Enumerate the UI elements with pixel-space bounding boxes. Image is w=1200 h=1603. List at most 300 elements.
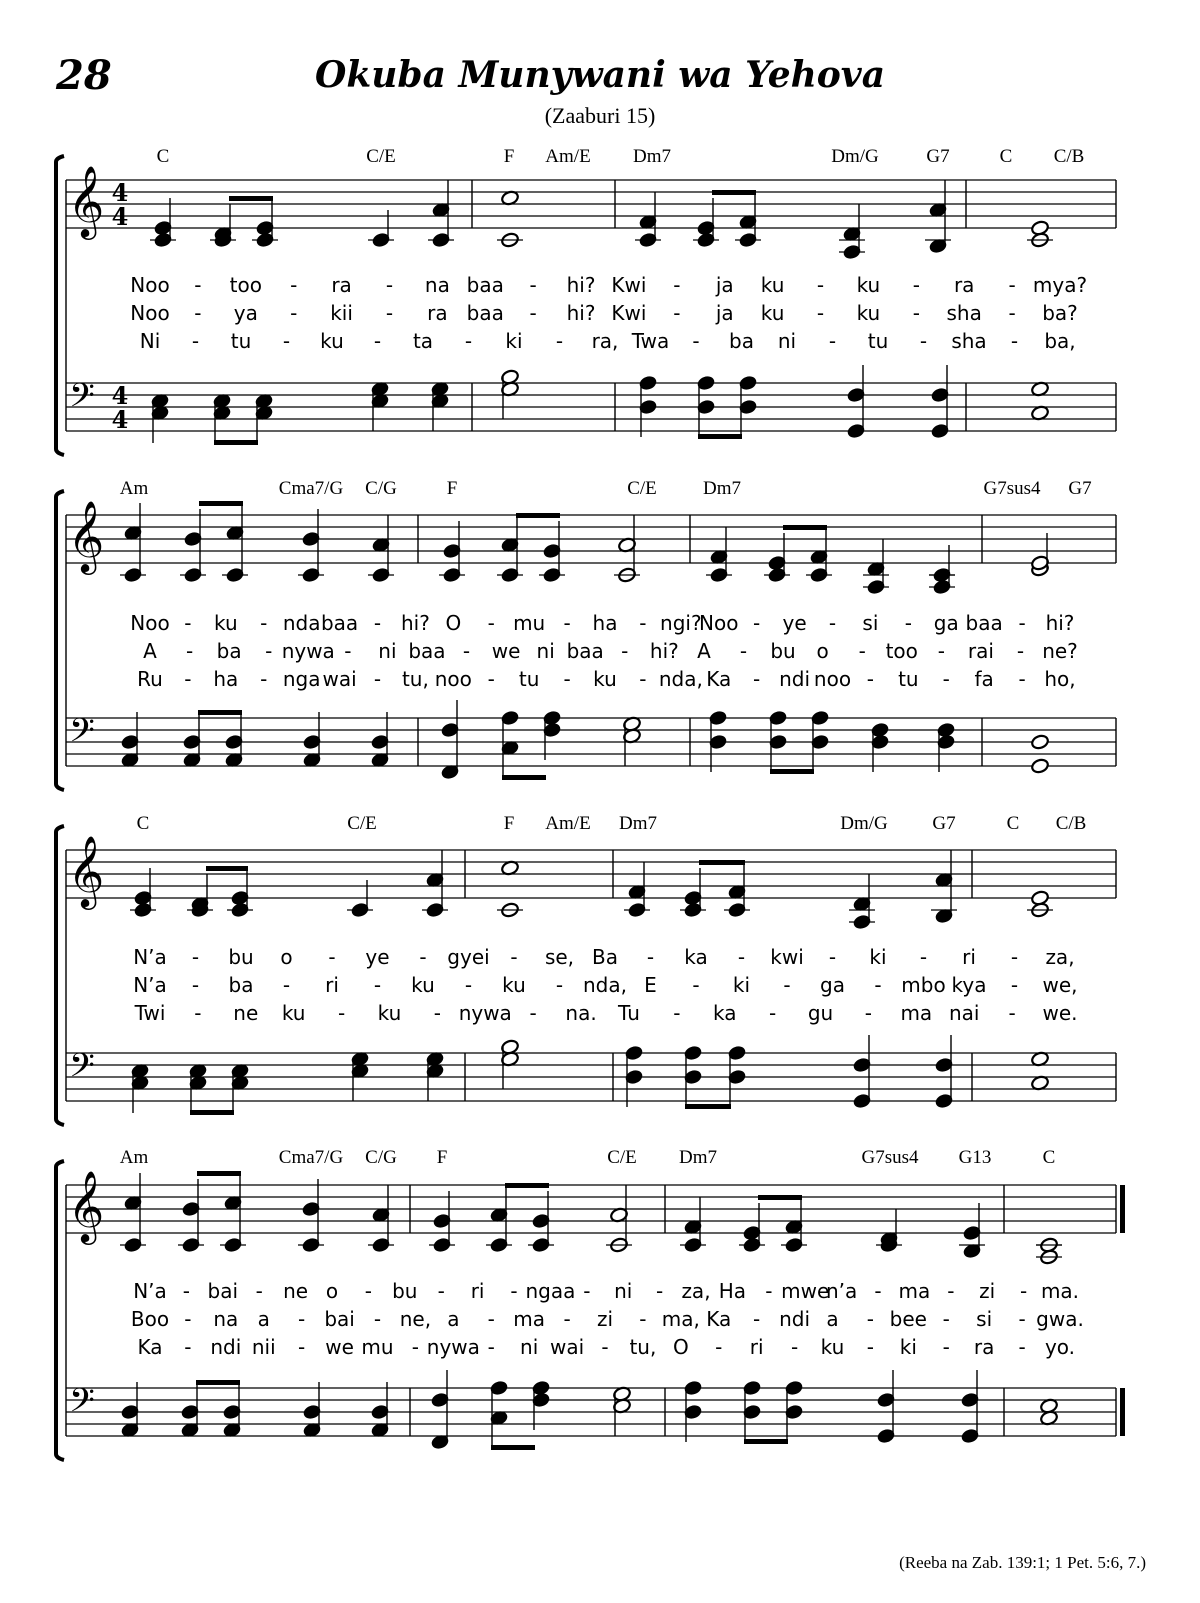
lyric-syllable: ku [760,301,785,325]
lyric-syllable: mwe [781,1279,830,1303]
lyric-hyphen: - [194,273,202,297]
beam [712,190,756,195]
bass-staff [66,718,1116,766]
lyric-syllable: a [257,1307,270,1331]
treble-note [876,1209,902,1253]
lyric-hyphen: - [601,1335,609,1359]
bass-note [182,712,201,768]
treble-clef-icon: 𝄞 [67,1169,105,1242]
treble-note [539,521,565,583]
chord-symbol: Dm/G [831,146,879,167]
lyric-hyphen: - [487,1335,495,1359]
lyric-syllable: rai [967,639,994,663]
lyric-syllable: ne [283,1279,309,1303]
bass-note [302,1382,321,1438]
treble-note [724,862,750,918]
lyric-hyphen: - [487,667,495,691]
lyric-hyphen: - [510,1279,518,1303]
lyric-syllable: bai [324,1307,355,1331]
treble-note [806,527,832,583]
chord-symbol: C [1042,1147,1056,1168]
lyric-syllable: ri [749,1335,764,1359]
lyric-syllable: ku [377,1001,402,1025]
lyric-hyphen: - [864,1001,873,1025]
lyric-hyphen: - [373,611,382,635]
lyric-hyphen: - [828,945,837,969]
bass-note [876,1370,895,1444]
chord-symbol: Am [119,478,149,499]
lyric-syllable: mu [513,611,546,635]
lyric-hyphen: - [529,273,537,297]
treble-note [680,1197,706,1253]
treble-note [739,1203,765,1253]
lyric-syllable: hi? [400,611,430,635]
beam [190,1110,234,1115]
treble-note [150,198,176,248]
lyric-hyphen: - [373,329,382,353]
beam [206,866,248,871]
lyric-hyphen: - [555,329,564,353]
lyric-hyphen: - [290,273,298,297]
time-signature-top: 4 [111,381,129,410]
lyric-syllable: ki [869,945,887,969]
lyric-hyphen: - [373,667,382,691]
time-signature-bottom: 4 [111,405,129,434]
lyric-hyphen: - [790,1335,799,1359]
lyric-hyphen: - [487,611,495,635]
treble-note [1027,890,1053,918]
chord-symbol: C/E [607,1147,637,1168]
lyric-hyphen: - [1018,667,1026,691]
lyric-syllable: ye [782,611,807,635]
bass-note [212,393,231,443]
lyric-syllable: kya [951,973,987,997]
treble-note [486,1185,512,1253]
lyric-syllable: ku [411,973,435,997]
lyric-syllable: bu [228,945,254,969]
chord-symbol: C/B [1053,146,1085,167]
lyric-hyphen: - [765,1279,773,1303]
lyric-syllable: we. [1042,1001,1078,1025]
lyric-syllable: nai [948,1001,980,1025]
lyric-syllable: za, [681,1279,711,1303]
lyric-syllable: ne? [1042,639,1078,663]
lyric-syllable: baa [408,639,446,663]
lyric-syllable: N’a [133,1279,167,1303]
treble-staff [66,180,1116,228]
lyric-hyphen: - [385,273,394,297]
lyric-syllable: ra [427,301,448,325]
lyric-hyphen: - [942,1335,950,1359]
treble-note [210,204,236,248]
treble-note [298,509,324,583]
lyric-hyphen: - [337,1001,346,1025]
treble-note [606,1185,632,1253]
lyric-hyphen: - [411,1335,420,1359]
chord-symbol: C/G [365,1147,397,1168]
notehead [1030,758,1049,774]
lyric-hyphen: - [866,1307,875,1331]
lyric-syllable: ha [592,611,618,635]
treble-note [227,868,253,918]
beam [214,440,258,445]
treble-note [925,180,951,254]
lyric-syllable: mu [361,1335,394,1359]
lyric-hyphen: - [298,1335,306,1359]
lyric-hyphen: - [866,1335,875,1359]
lyric-hyphen: - [639,611,647,635]
lyric-syllable: Ni [139,329,161,353]
lyric-syllable: o [280,945,293,969]
bass-note [489,1380,508,1448]
lyric-syllable: ndi [210,1335,242,1359]
lyric-syllable: ba [729,329,754,353]
treble-note [959,1203,985,1259]
beam [744,1439,788,1444]
chord-symbol: G7 [926,146,950,167]
lyric-syllable: Noo [130,611,170,635]
bass-note [784,1380,803,1442]
bass-note [531,1380,550,1430]
lyric-syllable: ku [502,973,526,997]
lyric-hyphen: - [912,273,920,297]
bass-note [180,1382,199,1438]
lyric-syllable: o [325,1279,339,1303]
lyric-syllable: si [862,611,879,635]
lyric-syllable: tu [898,667,919,691]
beam [198,710,242,715]
lyric-hyphen: - [464,973,473,997]
lyric-hyphen: - [437,1279,445,1303]
lyric-syllable: ya [233,301,258,325]
chord-symbol: C/B [1055,813,1087,834]
lyric-hyphen: - [919,945,928,969]
lyric-syllable: Noo [699,611,739,635]
lyric-syllable: o [816,639,829,663]
final-barline [1120,1388,1125,1436]
system-bracket [56,156,64,455]
bass-note [934,1035,953,1109]
lyric-hyphen: - [904,611,912,635]
lyric-syllable: tu, [629,1335,657,1359]
system-bracket [56,826,64,1125]
bass-note [370,381,389,431]
bass-note [960,1370,979,1444]
treble-note [614,515,640,583]
lyric-hyphen: - [184,667,192,691]
lyric-hyphen: - [194,301,202,325]
lyric-syllable: yo. [1044,1335,1076,1359]
lyric-syllable: ba [216,639,242,663]
bass-note [500,710,519,778]
lyric-hyphen: - [529,1001,537,1025]
lyric-hyphen: - [1018,611,1026,635]
beam [491,1445,535,1450]
lyric-hyphen: - [942,667,950,691]
treble-note [180,509,206,583]
chord-symbol: F [503,813,515,834]
treble-clef-icon: 𝄞 [67,499,105,572]
lyric-syllable: nywa [458,1001,512,1025]
lyric-hyphen: - [639,667,647,691]
time-signature-bottom: 4 [111,202,129,231]
chord-symbol: C [136,813,150,834]
treble-note [863,539,889,595]
bass-note [370,1382,389,1438]
lyric-syllable: se, [544,945,575,969]
treble-note [528,1191,554,1253]
bass-note [500,369,519,419]
lyric-hyphen: - [364,1279,373,1303]
lyric-syllable: Ka [137,1335,163,1359]
beam [783,525,827,530]
lyric-hyphen: - [510,945,518,969]
treble-staff [66,515,1116,563]
lyric-hyphen: - [191,329,200,353]
lyric-syllable: tu [230,329,252,353]
lyric-syllable: ri [325,973,339,997]
chord-symbol: C [999,146,1013,167]
chord-symbol: Dm7 [633,146,671,167]
lyric-hyphen: - [1008,1001,1016,1025]
lyric-hyphen: - [816,301,825,325]
lyric-syllable: we [325,1335,354,1359]
lyric-syllable: ra [973,1335,995,1359]
lyric-syllable: ndi [779,1307,811,1331]
lyric-syllable: na. [565,1001,597,1025]
lyric-hyphen: - [673,1001,681,1025]
lyric-syllable: ka [684,945,708,969]
treble-note [422,850,448,918]
lyric-syllable: mya? [1032,273,1088,297]
lyric-syllable: bai [207,1279,239,1303]
lyric-syllable: wai [549,1335,585,1359]
lyric-syllable: hi? [649,639,679,663]
lyric-hyphen: - [191,945,200,969]
lyric-syllable: ku [281,1001,306,1025]
bass-note [150,393,169,443]
lyric-syllable: ma, [661,1307,700,1331]
treble-note [693,198,719,248]
bass-note [936,722,955,772]
lyric-syllable: baa [466,301,504,325]
lyric-syllable: ba [228,973,254,997]
treble-note [298,1179,324,1253]
lyric-syllable: ma. [1040,1279,1080,1303]
system-bracket [56,1161,64,1460]
lyric-syllable: noo [434,667,472,691]
treble-note [735,192,761,248]
chord-symbol: C/E [627,478,657,499]
lyric-hyphen: - [265,639,273,663]
bass-note [120,712,139,768]
bass-clef-icon: 𝄢 [69,1382,95,1428]
lyric-syllable: baa [965,611,1003,635]
lyric-syllable: bee [889,1307,927,1331]
lyric-syllable: ba? [1042,301,1078,325]
lyric-hyphen: - [912,301,920,325]
lyric-syllable: A [697,639,711,663]
lyric-hyphen: - [184,611,192,635]
lyric-hyphen: - [866,667,875,691]
bass-note [188,1063,207,1113]
chord-symbol: Am [119,1147,149,1168]
song-subtitle: (Zaaburi 15) [544,103,656,128]
lyric-hyphen: - [937,639,945,663]
lyric-syllable: ra, [591,329,619,353]
lyric-hyphen: - [290,301,298,325]
lyric-hyphen: - [282,329,291,353]
bass-note [430,381,449,431]
beam [699,860,745,865]
bass-clef-icon: 𝄢 [69,712,95,758]
chord-symbol: Dm7 [679,1147,717,1168]
lyric-hyphen: - [563,1307,571,1331]
lyric-hyphen: - [737,945,746,969]
treble-staff [66,1185,1116,1233]
lyric-hyphen: - [621,639,629,663]
lyric-hyphen: - [715,1335,723,1359]
lyric-hyphen: - [919,329,928,353]
lyric-syllable: ku [820,1335,845,1359]
lyric-hyphen: - [816,273,825,297]
lyric-syllable: ngaa [525,1279,576,1303]
treble-note [781,1197,807,1253]
lyric-hyphen: - [464,329,473,353]
bass-note [370,712,389,768]
treble-note [368,1185,394,1253]
lyric-hyphen: - [462,639,471,663]
chord-symbol: Cma7/G [278,1147,344,1168]
lyric-syllable: kwi [770,945,804,969]
chord-symbol: Cma7/G [278,478,344,499]
lyric-hyphen: - [947,1279,955,1303]
lyric-hyphen: - [1010,329,1019,353]
bass-staff [66,1053,1116,1101]
treble-note [497,515,523,583]
lyric-syllable: ga [933,611,959,635]
lyric-syllable: ni [520,1335,539,1359]
lyric-hyphen: - [673,273,681,297]
lyric-syllable: ku [856,301,881,325]
lyric-syllable: gwa. [1036,1307,1084,1331]
lyric-syllable: ri [962,945,976,969]
song-title: Okuba Munywani wa Yehova [314,54,886,96]
lyric-syllable: ma [898,1279,931,1303]
lyric-syllable: fa [974,667,994,691]
bass-note [500,1039,519,1089]
lyric-syllable: nda, [583,973,627,997]
lyric-syllable: O [445,611,462,635]
treble-note [428,180,454,248]
lyric-syllable: O [672,1335,689,1359]
treble-note [1027,220,1053,248]
bass-note [768,710,787,772]
treble-note [368,515,394,583]
lyric-syllable: na [424,273,450,297]
treble-note [252,198,278,248]
lyric-syllable: baa [466,273,504,297]
chord-symbol: G7sus4 [983,478,1041,499]
treble-staff [66,850,1116,898]
lyric-syllable: too [229,273,262,297]
system-bracket [56,491,64,790]
beam [197,1171,241,1176]
lyric-syllable: ne [233,1001,259,1025]
treble-note [187,874,213,918]
bass-clef-icon: 𝄢 [69,1047,95,1093]
bass-note [930,365,949,439]
lyric-hyphen: - [655,1279,664,1303]
treble-note [849,874,875,930]
bass-note [696,375,715,437]
lyric-syllable: A [143,639,157,663]
lyric-syllable: ma [513,1307,546,1331]
bass-note [683,1380,702,1442]
lyric-syllable: bu [770,639,796,663]
lyric-hyphen: - [692,329,700,353]
beam [502,775,546,780]
bass-clef-icon: 𝄢 [69,377,95,423]
lyric-hyphen: - [673,301,681,325]
lyric-hyphen: - [1018,1307,1026,1331]
lyric-syllable: ni [614,1279,633,1303]
lyric-syllable: N’a [133,945,167,969]
final-barline [1120,1185,1125,1233]
treble-note [624,862,650,918]
bass-note [254,393,273,443]
lyric-syllable: Tu [618,1001,640,1025]
lyric-hyphen: - [373,1307,382,1331]
bass-note [738,375,757,437]
lyric-hyphen: - [646,945,655,969]
lyric-hyphen: - [529,301,537,325]
bass-note [120,1382,139,1438]
lyric-syllable: ra [953,273,975,297]
lyric-syllable: nda [282,611,321,635]
chord-symbol: C [1006,813,1020,834]
lyric-hyphen: - [753,611,761,635]
bass-note [708,710,727,772]
treble-note [764,533,790,583]
lyric-hyphen: - [828,329,837,353]
lyric-hyphen: - [692,973,700,997]
bass-staff [66,1388,1116,1436]
lyric-syllable: ma [900,1001,933,1025]
treble-note [429,1191,455,1253]
bass-note [846,365,865,439]
lyric-syllable: ni [536,639,555,663]
chord-symbol: C [156,146,170,167]
lyric-hyphen: - [184,1335,192,1359]
lyric-syllable: ha [213,667,239,691]
treble-note [680,868,706,918]
chord-symbol: Am/E [545,146,591,167]
beam [199,501,243,506]
chord-symbol: Dm/G [840,813,888,834]
lyric-hyphen: - [373,973,382,997]
lyric-syllable: ye [365,945,390,969]
lyric-syllable: sha [951,329,987,353]
bass-note [130,1063,149,1113]
time-signature-top: 4 [111,178,129,207]
lyric-syllable: noo [813,667,852,691]
lyric-syllable: bu [392,1279,418,1303]
lyric-hyphen: - [753,667,761,691]
lyric-hyphen: - [874,1279,882,1303]
chord-symbol: Dm7 [619,813,657,834]
lyric-syllable: ku [856,273,881,297]
